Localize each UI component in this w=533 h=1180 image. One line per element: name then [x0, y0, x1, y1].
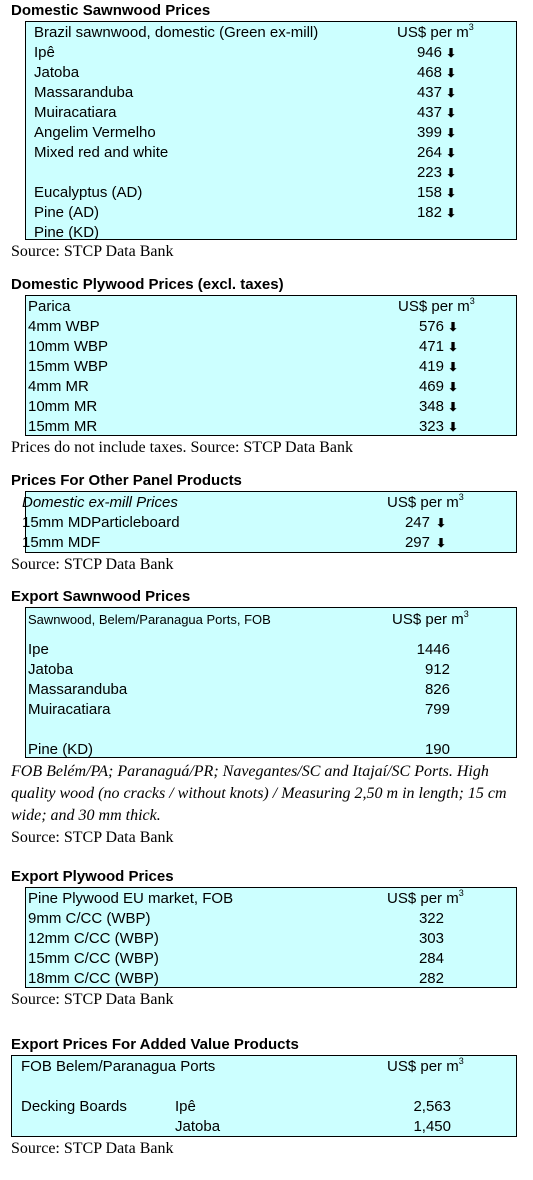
- table-row: [26, 640, 516, 660]
- arrow-down-icon: ⬇: [446, 146, 457, 160]
- row-value: 348: [418, 398, 444, 415]
- row-label: Muiracatiara: [34, 104, 117, 121]
- row-value: 297: [404, 534, 430, 551]
- row-label: Pine (AD): [34, 204, 100, 221]
- table-header: [22, 492, 516, 513]
- export-sawnwood-title: Export Sawnwood Prices: [11, 588, 191, 605]
- row-value: 419: [418, 358, 444, 375]
- arrow-down-icon: ⬇: [446, 66, 457, 80]
- row-label: 15mm MDParticleboard: [22, 514, 180, 531]
- product-label: Decking Boards: [21, 1098, 127, 1115]
- row-value: 799: [424, 701, 450, 718]
- table-row: [12, 1117, 516, 1137]
- row-label: 15mm C/CC (WBP): [28, 950, 159, 967]
- table-header: [12, 1057, 516, 1077]
- arrow-down-icon: ⬇: [448, 380, 459, 394]
- row-value: 158: [416, 184, 442, 201]
- added-value-title: Export Prices For Added Value Products: [11, 1036, 299, 1053]
- row-value: 282: [418, 970, 444, 987]
- row-label: 10mm MR: [28, 398, 98, 415]
- table-row: [26, 317, 516, 337]
- arrow-down-icon: ⬇: [446, 86, 457, 100]
- row-label: 9mm C/CC (WBP): [28, 910, 151, 927]
- unit-label: US$ per $m^3$: [387, 492, 464, 511]
- table-row: [26, 417, 516, 437]
- source-note: Source: STCP Data Bank: [11, 556, 174, 573]
- row-label: Ipe: [28, 641, 49, 658]
- export-sawnwood-table: [25, 607, 517, 758]
- domestic-plywood-table: [25, 295, 517, 436]
- source-note: Prices do not include taxes. Source: STCP Data Bank: [11, 439, 354, 456]
- row-label: Ipê: [34, 44, 55, 61]
- other-panel-title: Prices For Other Panel Products: [11, 472, 242, 489]
- row-label: Jatoba: [28, 661, 74, 678]
- table-header: [26, 610, 516, 630]
- arrow-down-icon: ⬇: [446, 46, 457, 60]
- row-label: Jatoba: [175, 1118, 221, 1135]
- row-label: Muiracatiara: [28, 701, 111, 718]
- arrow-down-icon: ⬇: [448, 340, 459, 354]
- table-row: [26, 377, 516, 397]
- row-value: 182: [416, 204, 442, 221]
- row-label: Pine (KD): [34, 224, 100, 241]
- unit-label: US$ per $m^3$: [398, 296, 475, 315]
- source-note: Source: STCP Data Bank: [11, 243, 174, 260]
- row-value: 2,563: [413, 1098, 451, 1115]
- table-row: [22, 533, 516, 553]
- table-row: [26, 680, 516, 700]
- domestic-sawnwood-title: Domestic Sawnwood Prices: [11, 2, 211, 19]
- arrow-down-icon: ⬇: [446, 166, 457, 180]
- row-label: 4mm MR: [28, 378, 89, 395]
- row-label: 15mm MR: [28, 418, 98, 435]
- source-note: Source: STCP Data Bank: [11, 991, 174, 1008]
- row-label: 10mm WBP: [28, 338, 109, 355]
- table-row: [26, 203, 516, 223]
- row-value: 468: [416, 64, 442, 81]
- row-value: 469: [418, 378, 444, 395]
- other-panel-table: [22, 491, 517, 553]
- export-sawnwood-note: FOB Belém/PA; Paranaguá/PR; Navegantes/SC and Itajaí/SC Ports. High quality wood (no cracks / without knots) / Measuring 2,50 m in length; 15 cm wide; and 30 mm thick.: [11, 763, 507, 824]
- row-label: Ipê: [175, 1098, 196, 1115]
- row-value: 946: [416, 44, 442, 61]
- table-row: [26, 969, 516, 989]
- table-header: [26, 23, 516, 43]
- table-row: [26, 700, 516, 720]
- table-row: [26, 357, 516, 377]
- row-value: 322: [418, 910, 444, 927]
- row-value: 437: [416, 84, 442, 101]
- row-value: 284: [418, 950, 444, 967]
- arrow-down-icon: ⬇: [448, 360, 459, 374]
- unit-label: US$ per $m^3$: [392, 609, 469, 628]
- arrow-down-icon: ⬇: [448, 320, 459, 334]
- row-label: Massaranduba: [28, 681, 128, 698]
- table-row: [26, 63, 516, 83]
- row-label: Mixed red and white: [34, 144, 169, 161]
- table-row: [26, 337, 516, 357]
- row-value: 471: [418, 338, 444, 355]
- table-row: [26, 909, 516, 929]
- row-label: 12mm C/CC (WBP): [28, 930, 159, 947]
- arrow-down-icon: ⬇: [448, 420, 459, 434]
- table-row: [26, 740, 516, 760]
- header-label: Domestic ex-mill Prices: [22, 494, 178, 511]
- table-row: [26, 143, 516, 163]
- row-value: 223: [416, 164, 442, 181]
- row-label: Angelim Vermelho: [34, 124, 156, 141]
- row-value: 323: [418, 418, 444, 435]
- export-plywood-title: Export Plywood Prices: [11, 868, 174, 885]
- table-row: [26, 83, 516, 103]
- row-value: 264: [416, 144, 442, 161]
- export-plywood-table: [25, 887, 517, 988]
- header-label: FOB Belem/Paranagua Ports: [21, 1058, 216, 1075]
- row-label: 15mm MDF: [22, 534, 101, 551]
- table-header: [26, 889, 516, 909]
- table-header: [26, 297, 516, 317]
- arrow-down-icon: ⬇: [436, 536, 447, 550]
- row-value: 576: [418, 318, 444, 335]
- unit-label: US$ per $m^3$: [387, 888, 464, 907]
- row-label: 18mm C/CC (WBP): [28, 970, 159, 987]
- header-label: Parica: [28, 298, 71, 315]
- row-value: 1,450: [413, 1118, 451, 1135]
- table-row: [26, 929, 516, 949]
- row-value: 437: [416, 104, 442, 121]
- domestic-plywood-title: Domestic Plywood Prices (excl. taxes): [11, 276, 284, 293]
- domestic-sawnwood-table: [25, 21, 517, 240]
- table-row: [26, 949, 516, 969]
- table-row: [26, 43, 516, 63]
- row-value: 912: [424, 661, 450, 678]
- arrow-down-icon: ⬇: [446, 106, 457, 120]
- table-row: [12, 1097, 516, 1117]
- row-label: Eucalyptus (AD): [34, 184, 143, 201]
- row-label: 15mm WBP: [28, 358, 109, 375]
- row-value: 399: [416, 124, 442, 141]
- table-row: [26, 660, 516, 680]
- arrow-down-icon: ⬇: [446, 206, 457, 220]
- table-row: [26, 103, 516, 123]
- table-row: [26, 397, 516, 417]
- row-value: 190: [424, 741, 450, 758]
- table-row: [26, 183, 516, 203]
- added-value-table: [11, 1055, 517, 1137]
- arrow-down-icon: ⬇: [448, 400, 459, 414]
- row-value: 303: [418, 930, 444, 947]
- header-label: Pine Plywood EU market, FOB: [28, 890, 234, 907]
- row-label: 4mm WBP: [28, 318, 100, 335]
- row-value: 247: [404, 514, 430, 531]
- arrow-down-icon: ⬇: [446, 186, 457, 200]
- table-row: [22, 513, 516, 533]
- table-row: [26, 163, 516, 183]
- header-label: Brazil sawnwood, domestic (Green ex-mill): [34, 24, 319, 41]
- arrow-down-icon: ⬇: [446, 126, 457, 140]
- arrow-down-icon: ⬇: [436, 516, 447, 530]
- unit-label: US$ per $m^3$: [387, 1056, 464, 1075]
- header-label: Sawnwood, Belem/Paranagua Ports, FOB: [28, 612, 271, 627]
- source-note: Source: STCP Data Bank: [11, 1140, 174, 1157]
- row-value: 1446: [416, 641, 450, 658]
- table-row: [26, 123, 516, 143]
- unit-label: US$ per $m^3$: [397, 22, 474, 41]
- source-note: Source: STCP Data Bank: [11, 829, 174, 846]
- row-label: Jatoba: [34, 64, 80, 81]
- row-label: Pine (KD): [28, 741, 94, 758]
- row-value: 826: [424, 681, 450, 698]
- table-row: [26, 223, 516, 243]
- row-label: Massaranduba: [34, 84, 134, 101]
